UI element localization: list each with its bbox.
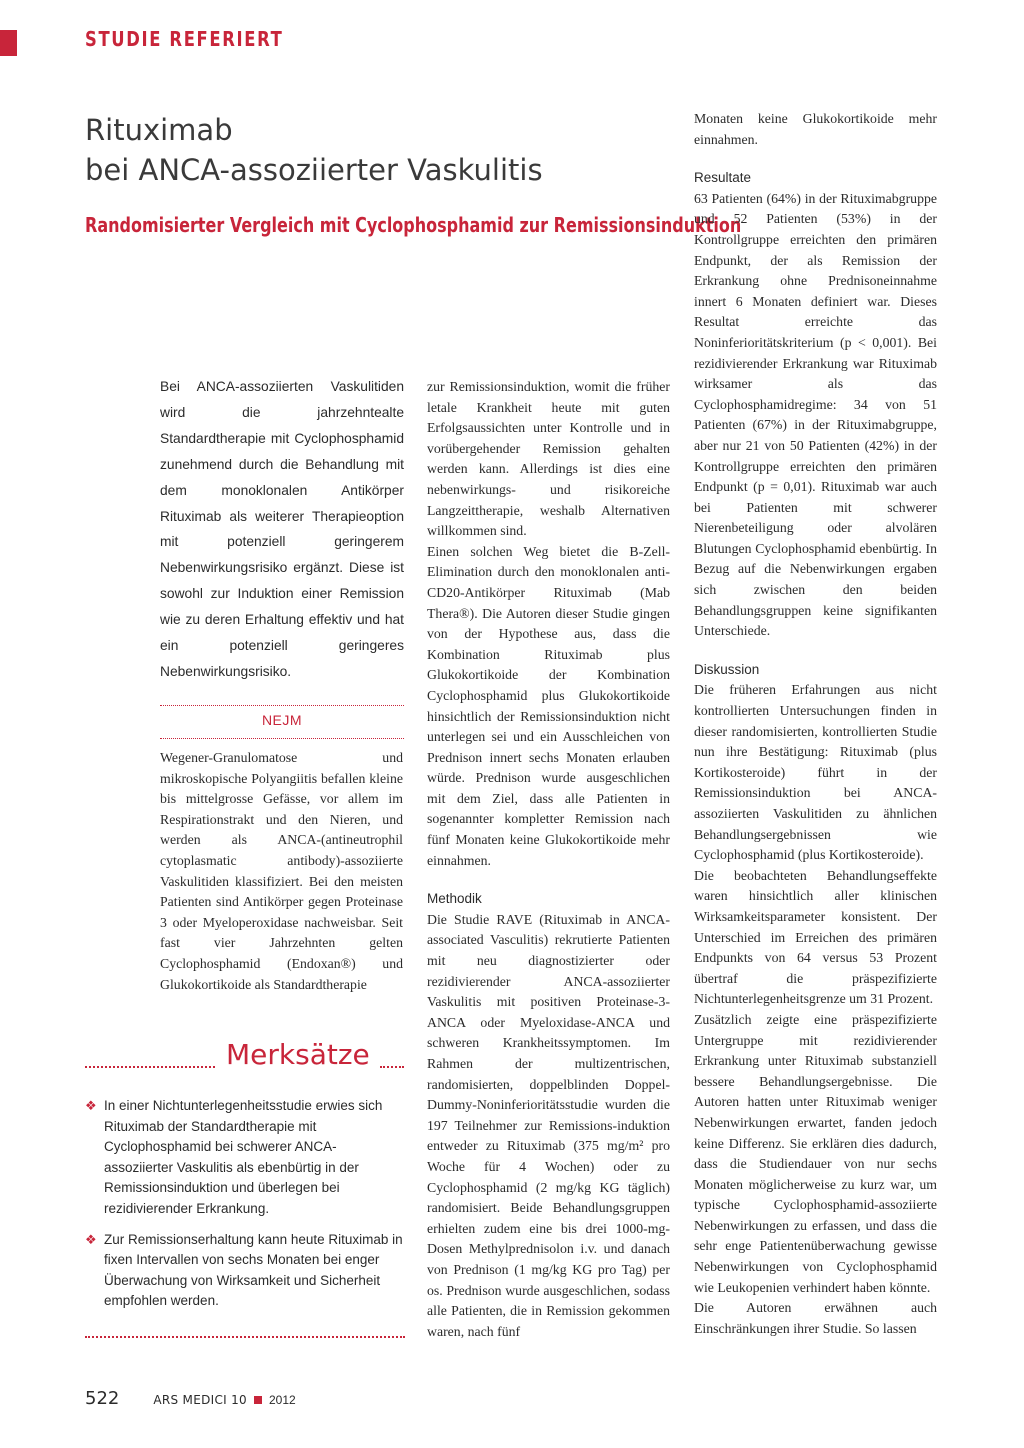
merksaetze-item-text: Zur Remissionserhaltung kann heute Rituximab in fixen Intervallen von sechs Monaten bei enger Überwachung von Wirksamkeit und Sicherheit empfohlen werden. xyxy=(104,1231,403,1309)
diskussion-paragraph-3: Zusätzlich zeigte eine präspezifizierte Untergruppe mit rezidivierender Erkrankung unter Rituximab substanziell bessere Behandlungsergebnisse. Die Autoren hatten unter Rituximab weniger Nebenwirkungen erwartet, fanden jedoch keine Differenz. Sie erklären dies dadurch, dass die Studiendauer von nur sechs Monaten möglicherweise zu kurz war, um typische Cyclophosphamid-assoziierte Nebenwirkungen zu erfassen, und dass die sehr enge Patientenüberwachung gewisse Nebenwirkungen von Cyclophosphamid wie Leukopenien verhindert haben könnte. xyxy=(694,1011,937,1295)
page-footer xyxy=(85,1388,296,1409)
spacer xyxy=(427,871,670,889)
merksaetze-item-text: In einer Nichtunterlegenheitsstudie erwies sich Rituximab der Standardtherapie mit Cyclophosphamid bei schwerer ANCA-assoziierter Vaskulitis als ebenbürtig in der Remissionsinduktion und überlegen bei rezidivierender Erkrankung. xyxy=(104,1098,383,1216)
article-subtitle: Randomisierter Vergleich mit Cyclophosphamid zur Remissionsinduktion xyxy=(85,213,742,237)
intro-paragraph: Wegener-Granulomatose und mikroskopische Polyangiitis befallen kleine bis mittelgrosse Gefässe, vor allem im Respirationstrakt und den Nieren, und werden als ANCA-(antineutrophil cytoplasmatic antibody)-assoziierte Vaskulitiden klassifiziert. Bei den meisten Patienten sind Antikörper gegen Proteinase 3 oder Myeloperoxidase nachweisbar. Seit fast vier Jahrzehnten gelten Cyclophosphamid (Endoxan®) und Glukokortikoide als Standardtherapie xyxy=(160,750,403,992)
section-label: STUDIE REFERIERT xyxy=(85,27,284,51)
merksaetze-list xyxy=(85,1096,405,1322)
resultate-paragraph: 63 Patienten (64%) in der Rituximabgruppe und 52 Patienten (53%) in der Kontrollgruppe erreichten den primären Endpunkt, der als Remission der Erkrankung ohne Prednisoneinnahme innert 6 Monaten definiert war. Dieses Resultat erreichte das Noninferioritätskriterium (p < 0,001). Bei rezidivierender Erkrankung war Rituximab wirksamer als das Cyclophosphamidregime: 34 von 51 Patienten (67%) in der Rituximabgruppe, aber nur 21 von 50 Patienten (42%) in der Kontrollgruppe erreichten den primären Endpunkt (p = 0,01). Rituximab war auch bei Patienten mit schwerer Nierenbeteiligung oder alvolären Blutungen Cyclophosphamid ebenbürtig. In Bezug auf die Nebenwirkungen ergaben sich zwischen den beiden Behandlungsgruppen keine signifikanten Unterschiede. xyxy=(694,190,937,639)
column-1-body xyxy=(160,748,403,995)
methodik-heading: Methodik xyxy=(427,891,482,907)
merksaetze-rule-bottom xyxy=(85,1336,405,1338)
merksaetze-rule-left xyxy=(85,1066,215,1068)
diskussion-paragraph-4: Die Autoren erwähnen auch Einschränkungen ihrer Studie. So lassen xyxy=(694,1300,937,1336)
diamond-bullet-icon: ❖ xyxy=(85,1098,97,1113)
square-separator-icon xyxy=(254,1396,262,1404)
column-3 xyxy=(694,109,937,1339)
lead-paragraph: Bei ANCA-assoziierten Vaskulitiden wird die jahrzehntealte Standardtherapie mit Cyclophosphamid zunehmend durch die Behandlung mit dem monoklonalen Antikörper Rituximab als weiterer Therapieoption mit potenziell geringerem Nebenwirkungsrisiko ergänzt. Diese ist sowohl zur Induktion einer Remission wie zu deren Erhaltung effektiv und hat ein potenziell geringeres Nebenwirkungsrisiko. xyxy=(160,379,404,679)
col2-paragraph-1: zur Remissionsinduktion, womit die früher letale Krankheit heute mit guten Erfolgsaussichten unter Kontrolle und in vorübergehender Remission gehalten werden kann. Allerdings ist dies eine nebenwirkungs- und risikoreiche Langzeittherapie, weshalb Alternativen willkommen sind. xyxy=(427,379,670,539)
diamond-bullet-icon: ❖ xyxy=(85,1231,97,1247)
merksaetze-rule-right xyxy=(380,1066,404,1068)
source-label: NEJM xyxy=(261,712,303,728)
column-2 xyxy=(427,377,670,1342)
resultate-heading: Resultate xyxy=(694,170,752,186)
diskussion-heading: Diskussion xyxy=(694,661,760,677)
section-color-mark xyxy=(0,30,17,56)
spacer xyxy=(694,642,937,660)
source-divider-top xyxy=(160,705,404,706)
article-title-line-1: Rituximab xyxy=(85,113,233,147)
methodik-paragraph: Die Studie RAVE (Rituximab in ANCA-associated Vasculitis) rekrutierte Patienten mit neu diagnostizierter oder rezidivierender ANCA-assoziierter Vaskulitis mit positiven Proteinase-3-ANCA oder Myeloxidase-ANCA und schweren Krankheitssymptomen. Im Rahmen der multizentrischen, randomisierten, doppelblinden Doppel-Dummy-Noninferioritätsstudie wurden die 197 Teilnehmer zur Remissions-induktion entweder zu Rituximab (375 mg/m² pro Woche für 4 Wochen) oder zu Cyclophosphamid (2 mg/kg KG täglich) randomisiert. Beide Behandlungsgruppen erhielten zudem eine bis drei 1000-mg-Dosen Methylprednisolon i.v. und danach von Prednison (1 mg/kg KG pro Tag) per os. Prednison wurde ausgeschlichen, sodass alle Patienten, die in Remission gekommen waren, nach fünf xyxy=(427,911,670,1339)
source-divider-bottom xyxy=(160,738,404,739)
journal-name: ARS MEDICI 10 xyxy=(153,1393,247,1407)
article-title-line-2: bei ANCA-assoziierter Vaskulitis xyxy=(85,153,543,187)
article-title xyxy=(85,110,645,190)
journal-year: 2012 xyxy=(268,1393,296,1407)
merksaetze-item xyxy=(85,1230,405,1312)
diskussion-paragraph-2: Die beobachteten Behandlungseffekte waren hinsichtlich aller klinischen Wirksamkeitsparameter konsistent. Der Unterschied im Erreichen des primären Endpunkts von 64 versus 53 Prozent übertraf die präspezifizierte Nichtunterlegenheitsgrenze um 31 Prozent. xyxy=(694,867,937,1007)
merksaetze-item xyxy=(85,1096,405,1220)
col3-continuation: Monaten keine Glukokortikoide mehr einnahmen. xyxy=(694,111,937,147)
col2-paragraph-2: Einen solchen Weg bietet die B-Zell-Elimination durch den monoklonalen anti-CD20-Antikörper Rituximab (Mab Thera®). Die Autoren dieser Studie gingen von der Hypothese aus, dass die Kombination Rituximab plus Glukokortikoide der Kombination Cyclophosphamid plus Glukokortikoide hinsichtlich der Remissionsinduktion nicht unterlegen sei und ein Ausschleichen von Prednison innert sechs Monaten erlauben würde. Prednison wurde ausgeschlichen mit dem Ziel, dass alle Patienten in sogenannter kompletter Remission nach fünf Monaten keine Glukokortikoide mehr einnahmen. xyxy=(427,543,670,868)
diskussion-paragraph-1: Die früheren Erfahrungen aus nicht kontrollierten Untersuchungen finden in dieser randomisierten, kontrollierten Studie nun ihre Bestätigung: Rituximab (plus Kortikosteroide) führt in der Remissionsinduktion bei ANCA-assoziierten Vaskulitiden zu ähnlichen Behandlungsergebnissen wie Cyclophosphamid (plus Kortikosteroide). xyxy=(694,682,937,863)
merksaetze-title: Merksätze xyxy=(226,1038,370,1071)
page-number: 522 xyxy=(85,1388,120,1409)
spacer xyxy=(694,150,937,168)
